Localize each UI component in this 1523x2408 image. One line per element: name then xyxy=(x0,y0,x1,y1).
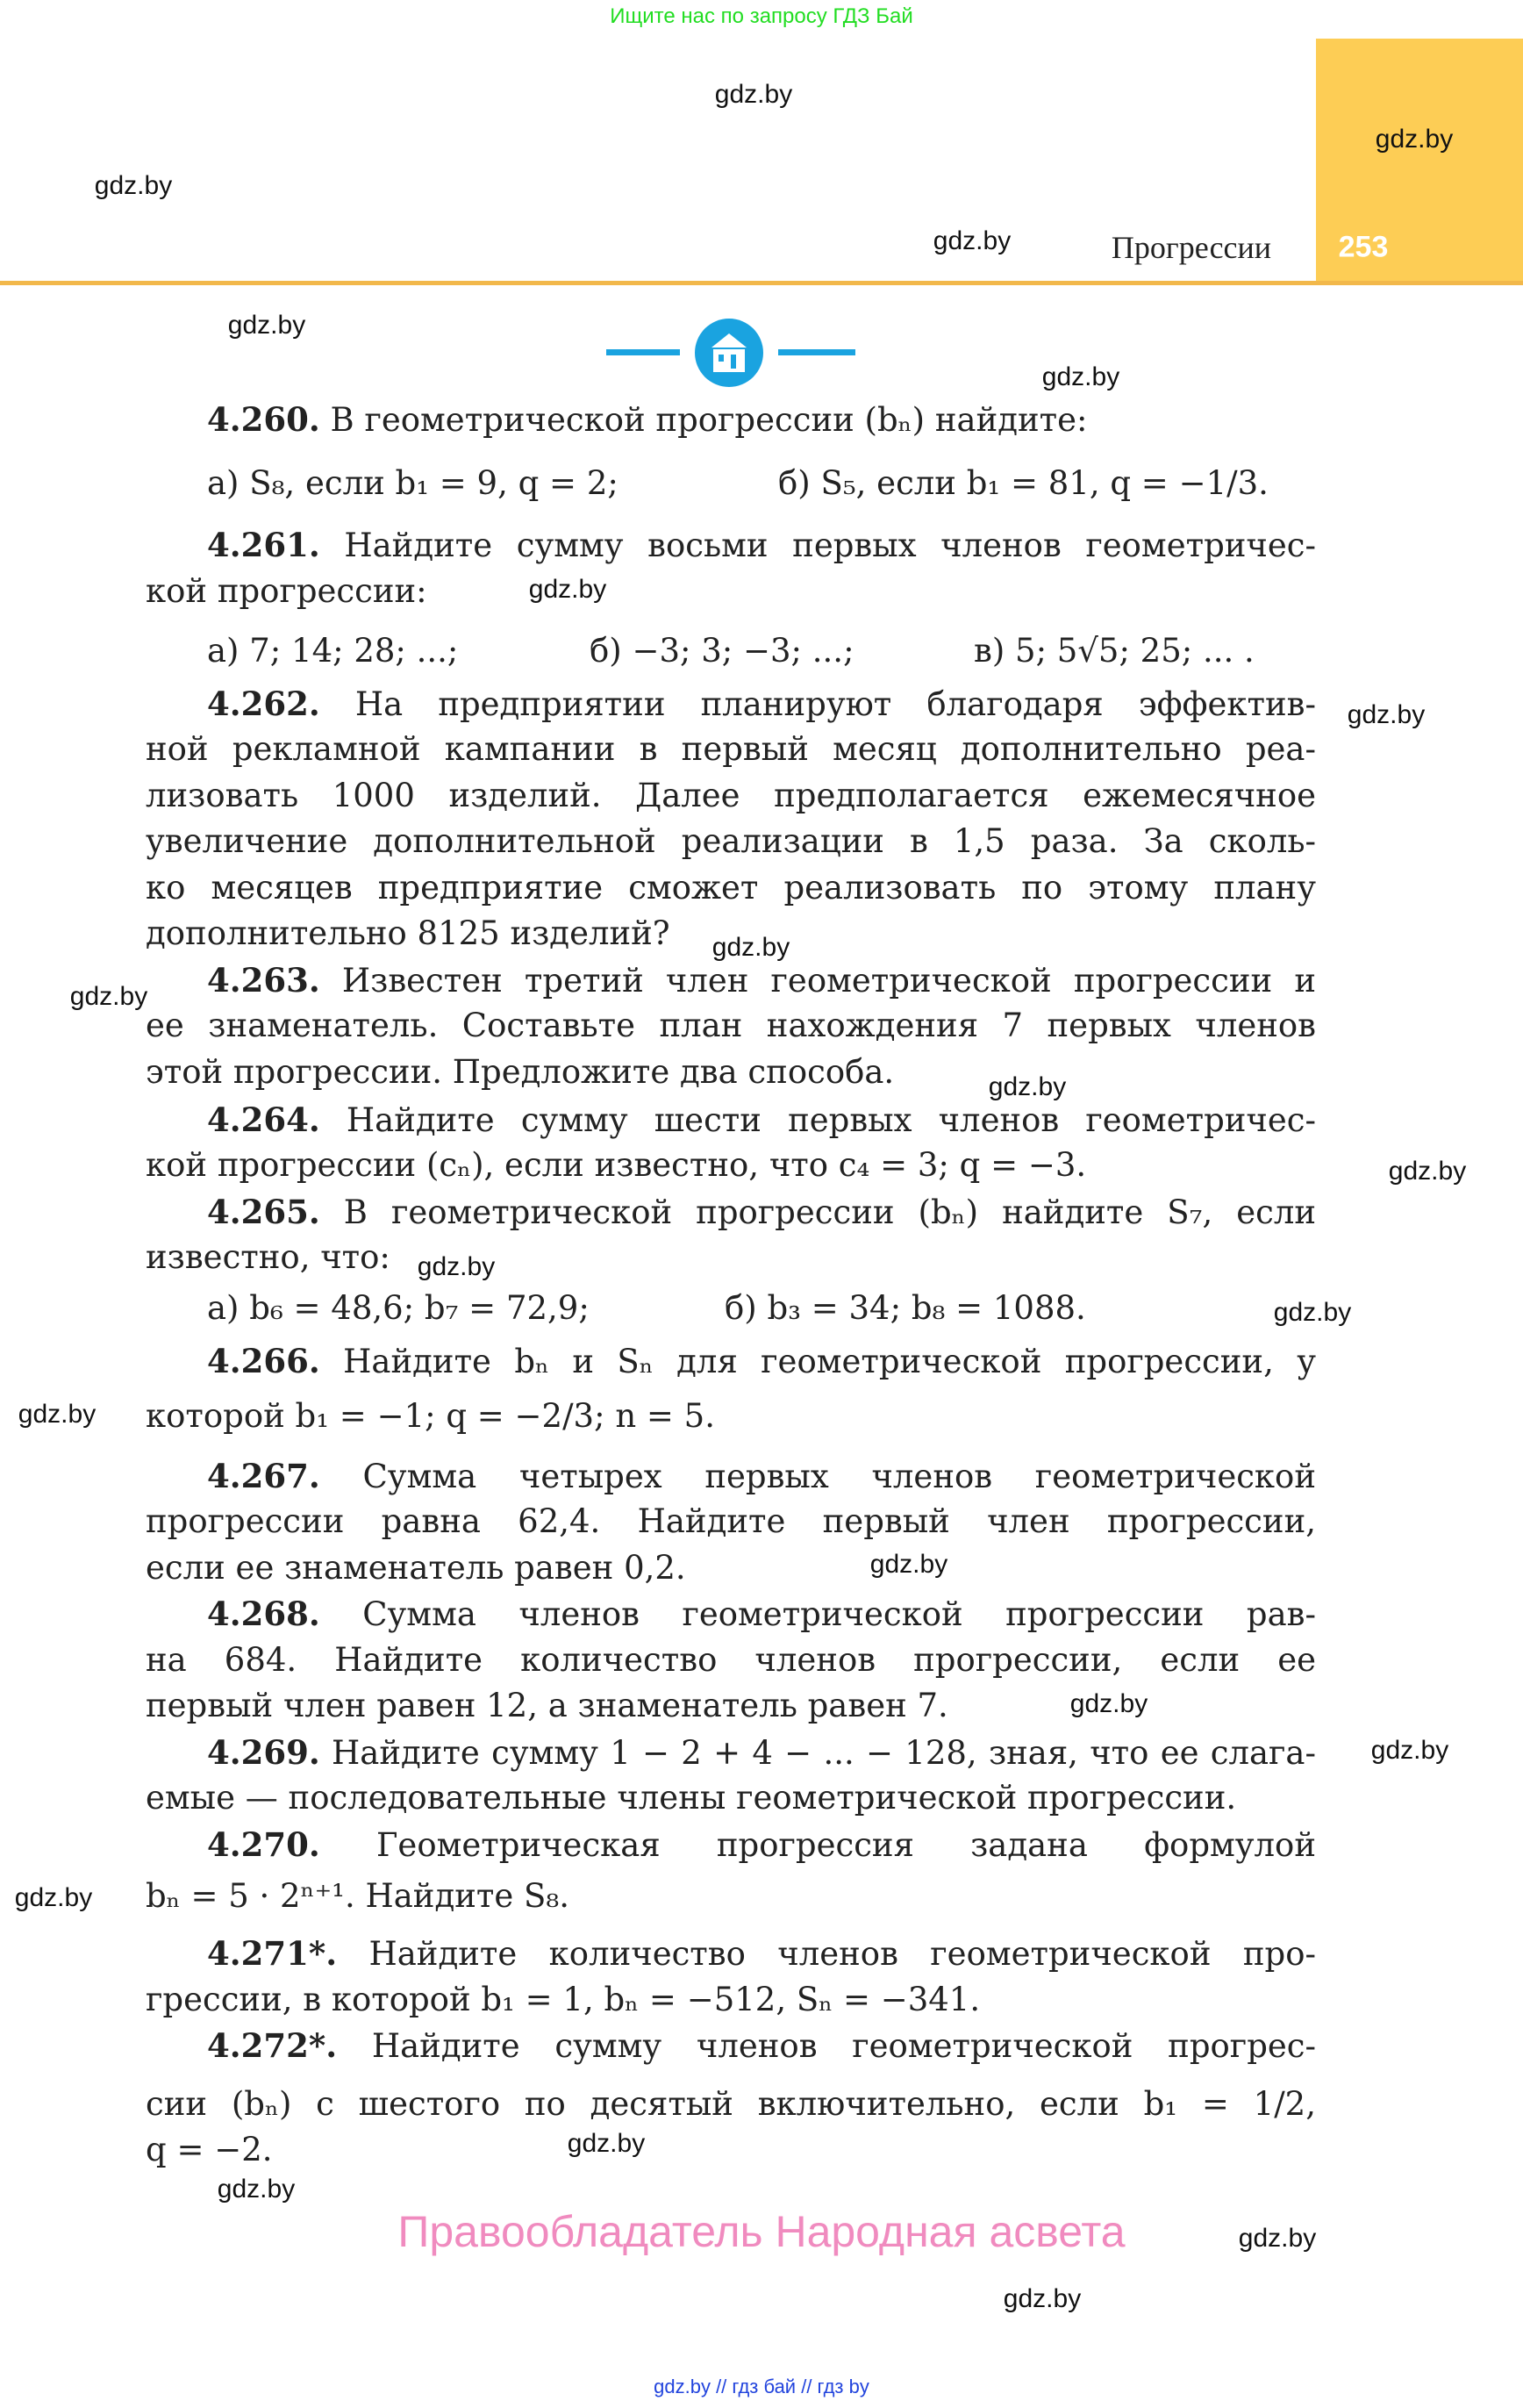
copyright-notice: Правообладатель Народная асвета xyxy=(397,2207,1126,2256)
exercise-text: Найдите сумму шести первых членов геометричес- xyxy=(346,1101,1316,1139)
watermark-text: gdz.by xyxy=(1370,1736,1449,1765)
exercise-line xyxy=(146,727,1316,772)
exercise-text: В геометрической прогрессии (bₙ) найдите S₇, если xyxy=(343,1193,1316,1231)
exercise-text: ко месяцев предприятие сможет реализовать по этому плану xyxy=(146,869,1316,907)
exercise-text: емые — последовательные члены геометрической прогрессии. xyxy=(146,1779,1237,1817)
exercise-line xyxy=(146,1499,1316,1544)
exercise-text: Найдите сумму восьми первых членов геометричес- xyxy=(344,527,1316,564)
exercise-number: 4.266. xyxy=(207,1342,320,1380)
watermark-text: gdz.by xyxy=(1273,1298,1352,1327)
exercise-number: 4.264. xyxy=(207,1100,320,1139)
exercise-4269 xyxy=(207,1730,1316,1775)
exercise-text: bₙ = 5 · 2ⁿ⁺¹. Найдите S₈. xyxy=(146,1877,569,1915)
watermark-text: gdz.by xyxy=(1238,2224,1317,2253)
exercise-text: В геометрической прогрессии (bₙ) найдите: xyxy=(330,401,1088,439)
exercise-text: лизовать 1000 изделий. Далее предполагается ежемесячное xyxy=(146,777,1316,814)
exercise-number: 4.271*. xyxy=(207,1934,338,1973)
exercise-text: Найдите сумму членов геометрической прогрес- xyxy=(371,2027,1316,2065)
exercise-text: кой прогрессии: xyxy=(146,572,427,610)
exercise-line xyxy=(146,2082,1316,2127)
exercise-line xyxy=(146,569,427,614)
exercise-line xyxy=(146,773,1316,819)
exercise-4261 xyxy=(207,522,1316,568)
exercise-text: увеличение дополнительной реализации в 1,5 раза. За сколь- xyxy=(146,822,1316,860)
exercise-number: 4.272*. xyxy=(207,2026,338,2065)
exercise-text: Найдите сумму 1 − 2 + 4 − ... − 128, зная, что ее слага- xyxy=(332,1734,1316,1772)
exercise-text: прогрессии равна 62,4. Найдите первый член прогрессии, xyxy=(146,1502,1316,1540)
exercise-subitem: б) −3; 3; −3; ...; xyxy=(590,632,854,670)
watermark-text: gdz.by xyxy=(714,80,793,109)
exercise-text: Известен третий член геометрической прогрессии и xyxy=(341,962,1316,1000)
exercise-number: 4.260. xyxy=(207,400,320,439)
exercise-number: 4.270. xyxy=(207,1825,320,1864)
exercise-4268 xyxy=(207,1591,1316,1637)
watermark-text: gdz.by xyxy=(14,1883,93,1912)
exercise-number: 4.262. xyxy=(207,684,320,723)
top-banner[interactable]: Ищите нас по запросу ГДЗ Бай xyxy=(610,4,913,28)
watermark-text: gdz.by xyxy=(711,933,790,962)
exercise-line xyxy=(146,819,1316,864)
exercise-number: 4.267. xyxy=(207,1457,320,1495)
exercise-line xyxy=(146,1050,894,1095)
exercise-4266 xyxy=(207,1338,1316,1384)
exercise-text: которой b₁ = −1; q = −2/3; n = 5. xyxy=(146,1397,715,1435)
footer-links[interactable]: gdz.by // гдз бай // гдз by xyxy=(654,2376,869,2397)
exercise-text: ее знаменатель. Составьте план нахождения 7 первых членов xyxy=(146,1007,1316,1044)
exercise-4265 xyxy=(207,1189,1316,1235)
watermark-text: gdz.by xyxy=(1375,125,1454,154)
home-icon[interactable] xyxy=(606,318,855,388)
exercise-4270 xyxy=(207,1822,1316,1867)
watermark-text: gdz.by xyxy=(933,226,1012,255)
exercise-subitem: б) S₅, если b₁ = 81, q = −1/3. xyxy=(778,464,1269,502)
exercise-4260 xyxy=(207,397,1088,443)
watermark-text: gdz.by xyxy=(69,982,148,1011)
exercise-4262 xyxy=(207,681,1316,727)
watermark-text: gdz.by xyxy=(869,1550,948,1579)
exercise-line xyxy=(146,1977,980,2023)
watermark-text: gdz.by xyxy=(217,2175,296,2204)
exercise-line xyxy=(146,911,670,957)
watermark-text: gdz.by xyxy=(1388,1157,1467,1186)
watermark-text: gdz.by xyxy=(94,171,173,200)
watermark-text: gdz.by xyxy=(417,1252,496,1281)
exercise-4272 xyxy=(207,2023,1316,2068)
exercise-text: кой прогрессии (cₙ), если известно, что c₄ = 3; q = −3. xyxy=(146,1146,1087,1184)
exercise-subitem: б) b₃ = 34; b₈ = 1088. xyxy=(725,1289,1086,1327)
watermark-text: gdz.by xyxy=(1041,362,1120,391)
watermark-text: gdz.by xyxy=(1069,1689,1148,1718)
exercise-text: q = −2. xyxy=(146,2131,273,2168)
exercise-number: 4.268. xyxy=(207,1595,320,1633)
exercise-number: 4.265. xyxy=(207,1193,320,1231)
watermark-text: gdz.by xyxy=(18,1400,97,1429)
exercise-text: Геометрическая прогрессия задана формулой xyxy=(375,1826,1316,1864)
exercise-number: 4.263. xyxy=(207,961,320,1000)
exercise-line xyxy=(146,1235,390,1280)
exercise-text: Сумма членов геометрической прогрессии рав- xyxy=(362,1595,1316,1633)
exercise-4267 xyxy=(207,1453,1316,1499)
exercise-text: известно, что: xyxy=(146,1238,390,1276)
exercise-line xyxy=(146,1874,569,1919)
exercise-subitem: а) S₈, если b₁ = 9, q = 2; xyxy=(207,464,618,502)
watermark-text: gdz.by xyxy=(1347,700,1426,729)
header-rule xyxy=(0,281,1523,285)
exercise-line xyxy=(146,1143,1086,1188)
section-title: Прогрессии xyxy=(1111,230,1272,265)
exercise-subitem: а) 7; 14; 28; ...; xyxy=(207,632,459,670)
exercise-text: этой прогрессии. Предложите два способа. xyxy=(146,1053,895,1091)
exercise-text: Найдите bₙ и Sₙ для геометрической прогрессии, у xyxy=(343,1343,1316,1380)
exercise-line xyxy=(146,1003,1316,1049)
exercise-text: если ее знаменатель равен 0,2. xyxy=(146,1549,686,1587)
exercise-number: 4.269. xyxy=(207,1733,320,1772)
exercise-line xyxy=(146,1545,686,1591)
page-number: 253 xyxy=(1338,230,1389,264)
exercise-text: на 684. Найдите количество членов прогрессии, если ее xyxy=(146,1641,1316,1679)
exercise-subitem: в) 5; 5√5; 25; ... . xyxy=(974,632,1255,670)
exercise-number: 4.261. xyxy=(207,526,320,564)
watermark-text: gdz.by xyxy=(1003,2284,1082,2313)
exercise-line xyxy=(146,1394,715,1439)
exercise-text: ной рекламной кампании в первый месяц дополнительно реа- xyxy=(146,730,1316,768)
watermark-text: gdz.by xyxy=(227,311,306,340)
exercise-line xyxy=(146,1683,948,1729)
exercise-line xyxy=(146,1638,1316,1683)
exercise-text: Найдите количество членов геометрической про- xyxy=(368,1935,1316,1973)
exercise-line xyxy=(146,2127,273,2173)
exercise-subitem: а) b₆ = 48,6; b₇ = 72,9; xyxy=(207,1289,590,1327)
watermark-text: gdz.by xyxy=(567,2129,646,2158)
exercise-line xyxy=(146,865,1316,911)
watermark-text: gdz.by xyxy=(988,1072,1067,1101)
exercise-4263 xyxy=(207,957,1316,1003)
exercise-text: Сумма четырех первых членов геометрической xyxy=(362,1458,1316,1495)
exercise-text: дополнительно 8125 изделий? xyxy=(146,914,670,952)
exercise-text: На предприятии планируют благодаря эффектив- xyxy=(354,685,1316,723)
exercise-4271 xyxy=(207,1931,1316,1976)
watermark-text: gdz.by xyxy=(528,575,607,604)
exercise-text: грессии, в которой b₁ = 1, bₙ = −512, Sₙ = −341. xyxy=(146,1981,981,2018)
exercise-line xyxy=(146,1775,1236,1821)
exercise-text: первый член равен 12, а знаменатель равен 7. xyxy=(146,1687,948,1724)
exercise-4264 xyxy=(207,1097,1316,1143)
exercise-text: сии (bₙ) с шестого по десятый включительно, если b₁ = 1/2, xyxy=(146,2085,1316,2123)
